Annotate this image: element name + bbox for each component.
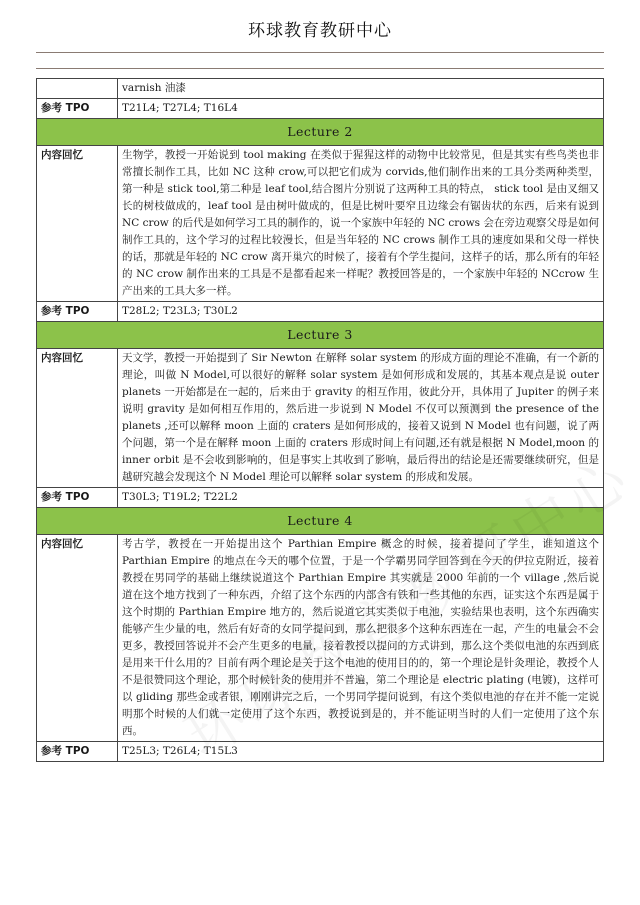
lecture-header-row: [37, 508, 604, 535]
header-rule-bottom: [36, 68, 604, 69]
empty-label-cell: [37, 79, 118, 99]
lecture-table: [36, 78, 604, 762]
lecture-header-row: [37, 322, 604, 349]
ref-value: T21L4; T27L4; T16L4: [118, 99, 604, 119]
lecture-3-ref: T30L3; T19L2; T22L2: [118, 488, 604, 508]
table-row: [37, 302, 604, 322]
ref-label: 参考 TPO: [37, 488, 118, 508]
lecture-4-content: 考古学，教授在一开始提出这个 Parthian Empire 概念的时候，接着提问了学生，谁知道这个 Parthian Empire 的地点在今天的哪个位置，于是一个学霸男同学回答到在今天的伊拉克附近，接着教授在男同学的基础上继续说道这个 Parthian Empire 其实就是 2000 年前的一个 village ,然后说道在这个地方找到了一种东西，介绍了这个东西的内部含有铁和一些其他的东西，证实这个东西是属于这个时期的 Parthian Empire 地方的，然后说道它其实类似于电池，实验结果也表明，这个东西确实能够产生少量的电，然后有好奇的女同学提问到，那么把很多个这种东西连在一起，产生的电量会不会更多，教授回答说并不会产生更多的电量，接着教授以提问的方式讲到，那么这个类似电池的东西到底是用来干什么用的？目前有两个理论是关于这个电池的使用目的的，第一个理论是针灸理论，教授个人不是很赞同这个理论，那个时候针灸的使用并不普遍，第二个理论是 electric plating (电镀)，这样可以 gliding 那些金或者银，刚刚讲完之后，一个男同学提问说到，有这个类似电池的存在并不能一定说明那个时候的人们就一定使用了这个东西，教授说到是的，并不能证明当时的人们一定使用了这个东西。: [118, 535, 604, 742]
lecture-3-title: Lecture 3: [37, 322, 604, 349]
ref-label: 参考 TPO: [37, 99, 118, 119]
recall-label: 内容回忆: [37, 535, 118, 742]
table-row: [37, 79, 604, 99]
table-row: [37, 146, 604, 302]
lecture-2-content: 生物学，教授一开始说到 tool making 在类似于猩猩这样的动物中比较常见，但是其实有些鸟类也非常擅长制作工具，比如 NC 这种 crow,可以把它们成为 corvids,他们制作出来的工具分类两种类型，第一种是 stick tool,第二种是 leaf tool,结合图片分别说了这两种工具的特点， stick tool 是由叉细又长的树枝做成的，leaf tool 是由树叶做成的，但是比树叶要窄且边缘会有锯齿状的东西，后来有说到 NC crow 的后代是如何学习工具的制作的，说一个家族中年轻的 NC crows 会在旁边观察父母是如何制作工具的，这个学习的过程比较漫长，但是当年轻的 NC crows 制作工具的速度如果和父母一样快的话，那就是年轻的 NC crow 离开巢穴的时候了，接着有个学生提问，这样子的话，那么所有的年轻的 NC crow 制作出来的工具是不是都看起来一样呢？教授回答是的，一个家族中年轻的 NCcrow 生产出来的工具大多一样。: [118, 146, 604, 302]
vocab-cell: varnish 油漆: [118, 79, 604, 99]
recall-label: 内容回忆: [37, 349, 118, 488]
table-row: [37, 349, 604, 488]
recall-label: 内容回忆: [37, 146, 118, 302]
table-row: [37, 99, 604, 119]
lecture-header-row: [37, 119, 604, 146]
table-row: [37, 742, 604, 762]
page-header-title: 环球教育教研中心: [248, 21, 392, 41]
table-row: [37, 535, 604, 742]
header-rule-top: [36, 52, 604, 53]
lecture-2-ref: T28L2; T23L3; T30L2: [118, 302, 604, 322]
lecture-3-content: 天文学，教授一开始提到了 Sir Newton 在解释 solar system 的形成方面的理论不准确，有一个新的理论，叫做 N Model,可以很好的解释 solar system 是如何形成和发展的，其基本观点是说 outer planets 一开始都是在一起的，后来由于 gravity 的相互作用，彼此分开，具体用了 Jupiter 的例子来说明 gravity 是如何相互作用的，然后进一步说到 N Model 不仅可以预测到 the presence of the planets ,还可以解释 moon 上面的 craters 是如何形成的，接着又说到 N Model 也有问题，说了两个问题，第一个是在解释 moon 上面的 craters 形成时间上有问题,还有就是根据 N Model,moon 的 inner orbit 是不会收到影响的，但是事实上其收到了影响，最后得出的结论是还需要继续研究，但是越研究越会发现这个 N Model 理论可以解释 solar system 的形成和发展。: [118, 349, 604, 488]
lecture-2-title: Lecture 2: [37, 119, 604, 146]
lecture-4-ref: T25L3; T26L4; T15L3: [118, 742, 604, 762]
table-row: [37, 488, 604, 508]
ref-label: 参考 TPO: [37, 742, 118, 762]
lecture-4-title: Lecture 4: [37, 508, 604, 535]
ref-label: 参考 TPO: [37, 302, 118, 322]
